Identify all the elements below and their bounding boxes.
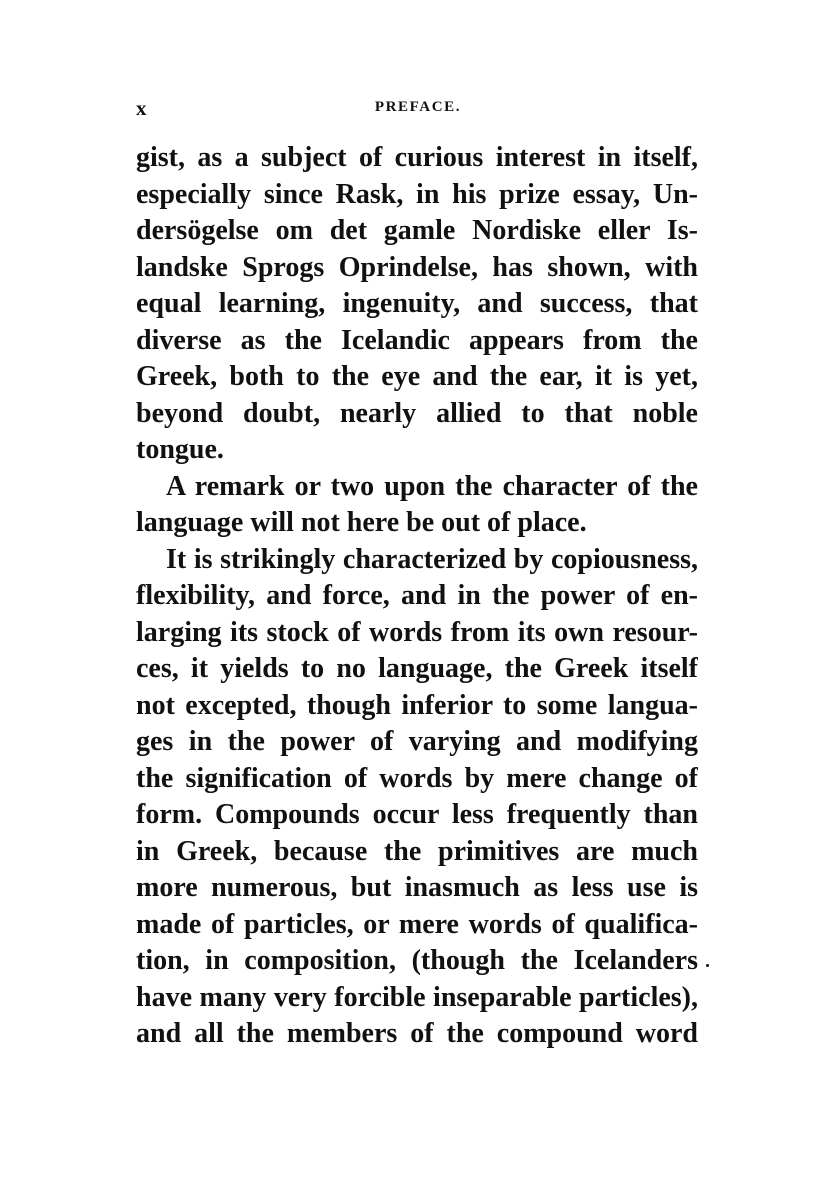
- text-line: form. Compounds occur less frequently than: [136, 799, 698, 830]
- text-line: not excepted, though inferior to some langua-: [136, 689, 698, 721]
- text-line: diverse as the Icelandic appears from the: [136, 324, 698, 356]
- text-line: larging its stock of words from its own resour-: [136, 616, 698, 648]
- text-line: dersögelse om det gamle Nordiske eller Is-: [136, 215, 698, 246]
- text-line: flexibility, and force, and in the power of en-: [136, 580, 698, 611]
- page-number: x: [136, 96, 147, 120]
- paragraph-last-line: language will not here be out of place.: [136, 507, 587, 538]
- text-line: especially since Rask, in his prize essay, Un-: [136, 178, 698, 210]
- text-line: and all the members of the compound word: [136, 1018, 698, 1049]
- running-title: PREFACE.: [374, 99, 462, 115]
- paragraph-first-line: A remark or two upon the character of the: [166, 470, 698, 502]
- text-line: more numerous, but inasmuch as less use is: [136, 872, 698, 903]
- text-line: ges in the power of varying and modifying: [136, 726, 698, 757]
- text-line: equal learning, ingenuity, and success, that: [136, 288, 698, 319]
- paragraph-first-line: It is strikingly characterized by copiousness,: [166, 543, 698, 575]
- preface-body: [136, 140, 698, 1053]
- paragraph-last-line: tongue.: [136, 434, 224, 465]
- text-line: ces, it yields to no language, the Greek itself: [136, 653, 698, 684]
- text-line: have many very forcible inseparable particles),: [136, 981, 698, 1013]
- print-speck: [706, 964, 709, 967]
- text-line: made of particles, or mere words of qualifica-: [136, 908, 698, 940]
- text-line: the signification of words by mere change of: [136, 762, 698, 794]
- text-line: Greek, both to the eye and the ear, it is yet,: [136, 361, 698, 392]
- text-line: tion, in composition, (though the Icelanders: [136, 945, 698, 976]
- text-line: beyond doubt, nearly allied to that noble: [136, 397, 698, 429]
- text-line: landske Sprogs Oprindelse, has shown, with: [136, 251, 698, 283]
- running-head: [136, 96, 700, 124]
- text-line: in Greek, because the primitives are much: [136, 835, 698, 867]
- text-line: gist, as a subject of curious interest in itself,: [136, 142, 698, 173]
